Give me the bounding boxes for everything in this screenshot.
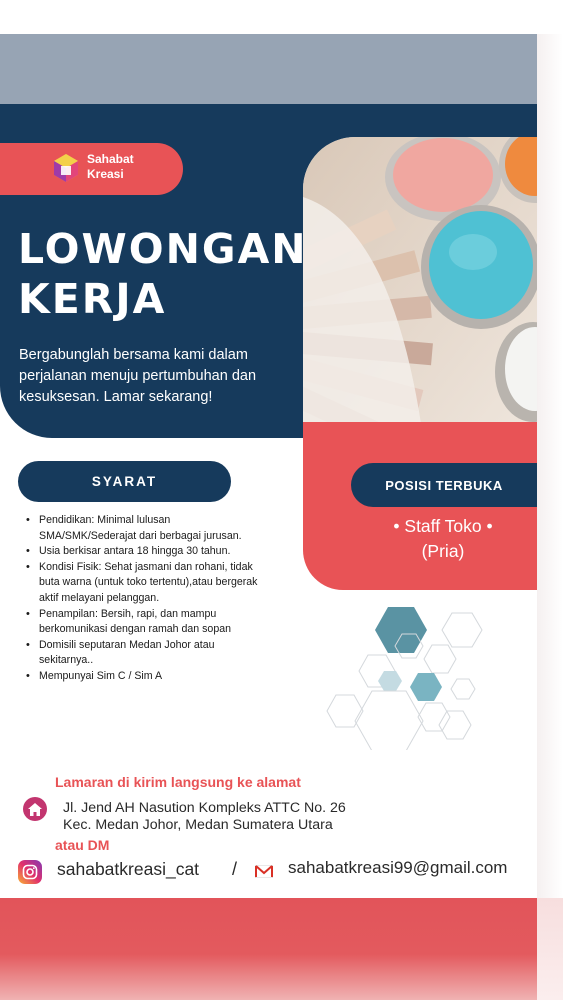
brand-name-line2: Kreasi [87,167,124,181]
address [63,800,346,834]
title-line1: LOWONGAN [18,225,308,273]
requirement-item: • Usia berkisar antara 18 hingga 30 tahun. [26,544,261,560]
hero-tagline: Bergabunglah bersama kami dalam perjalanan menuju pertumbuhan dan kesuksesan. Lamar sekarang! [19,347,257,405]
mail-icon [255,865,273,878]
address-line1: Jl. Jend AH Nasution Kompleks ATTC No. 26 [63,800,346,816]
open-position-heading: POSISI TERBUKA [351,463,537,507]
instagram-handle[interactable]: sahabatkreasi_cat [57,859,200,879]
address-line2: Kec. Medan Johor, Medan Sumatera Utara [63,817,333,833]
position-gender: (Pria) [421,541,465,561]
page-title [18,224,308,324]
paint-cans-illustration [303,137,537,437]
address-label: Lamaran di kirim langsung ke alamat [55,774,301,790]
requirement-item: • Pendidikan: Minimal lulusan SMA/SMK/Sederajat dari berbagai jurusan. [26,513,261,544]
page-top-margin [0,0,563,34]
requirement-item: • Kondisi Fisik: Sehat jasmani dan rohani, tidak buta warna (untuk toko tertentu),atau bergerak aktif melayani pelanggan. [26,560,261,607]
top-gray-band [0,34,537,104]
sahabat-kreasi-logo-icon [52,152,80,184]
teal-paint-can [421,205,537,329]
requirement-item: • Domisili seputaran Medan Johor atau sekitarnya.. [26,638,261,669]
brand-name-line1: Sahabat [87,152,134,166]
instagram-icon [18,860,42,884]
open-position-details [368,514,518,564]
bottom-right-strip [537,898,563,1000]
requirements-heading: SYARAT [18,461,231,502]
requirements-list [26,513,261,685]
paint-photo [303,137,537,437]
dm-label: atau DM [55,837,110,853]
home-icon [23,797,47,821]
title-line2: KERJA [18,275,167,323]
right-edge-strip [537,34,563,1000]
email-address[interactable]: sahabatkreasi99@gmail.com [288,858,508,877]
position-title: • Staff Toko • [393,516,493,536]
bottom-coral-band [0,898,537,1000]
hexagon-decoration [322,605,492,750]
requirement-item: • Penampilan: Bersih, rapi, dan mampu berkomunikasi dengan ramah dan sopan [26,607,261,638]
contact-separator: / [232,859,238,879]
brand-name [87,152,157,182]
requirement-item: • Mempunyai Sim C / Sim A [26,669,261,685]
